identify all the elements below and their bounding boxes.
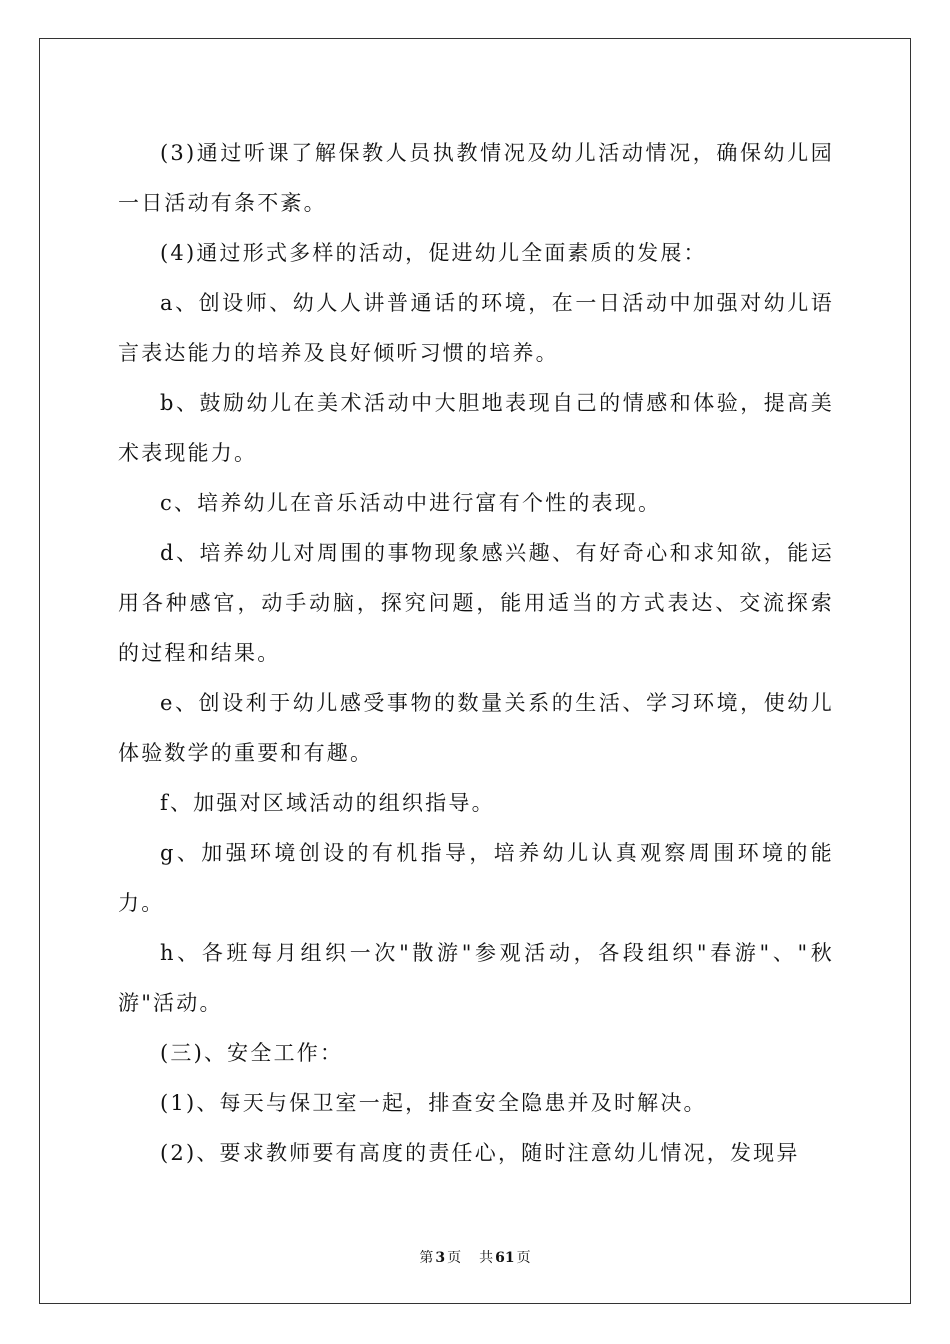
page-suffix: 页	[447, 1250, 462, 1266]
paragraph: (4)通过形式多样的活动，促进幼儿全面素质的发展：	[160, 241, 707, 265]
paragraph: (1)、每天与保卫室一起，排查安全隐患并及时解决。	[160, 1091, 707, 1115]
paragraph: e、创设利于幼儿感受事物的数量关系的生活、学习环境，使幼儿体验数学的重要和有趣。	[118, 691, 834, 765]
paragraph: h、各班每月组织一次"散游"参观活动，各段组织"春游"、"秋游"活动。	[118, 941, 834, 1015]
section-heading: (三)、安全工作：	[160, 1041, 344, 1065]
page-prefix: 第	[419, 1250, 434, 1266]
paragraph: b、鼓励幼儿在美术活动中大胆地表现自己的情感和体验，提高美术表现能力。	[118, 391, 834, 465]
paragraph: f、加强对区域活动的组织指导。	[160, 791, 495, 815]
paragraph: g、加强环境创设的有机指导，培养幼儿认真观察周围环境的能力。	[118, 841, 834, 915]
paragraph: (2)、要求教师要有高度的责任心，随时注意幼儿情况，发现异	[160, 1141, 800, 1165]
paragraph: a、创设师、幼人人讲普通话的环境，在一日活动中加强对幼儿语言表达能力的培养及良好倾听习惯的培养。	[118, 291, 834, 365]
page-number: 3	[435, 1250, 446, 1266]
total-prefix: 共	[479, 1250, 494, 1266]
paragraph: c、培养幼儿在音乐活动中进行富有个性的表现。	[160, 491, 662, 515]
page-footer	[0, 1247, 950, 1267]
document-body	[118, 128, 834, 1178]
total-suffix: 页	[516, 1250, 531, 1266]
total-pages: 61	[495, 1250, 515, 1266]
paragraph: (3)通过听课了解保教人员执教情况及幼儿活动情况，确保幼儿园一日活动有条不紊。	[118, 141, 834, 215]
paragraph: d、培养幼儿对周围的事物现象感兴趣、有好奇心和求知欲，能运用各种感官，动手动脑，探究问题，能用适当的方式表达、交流探索的过程和结果。	[118, 541, 834, 665]
